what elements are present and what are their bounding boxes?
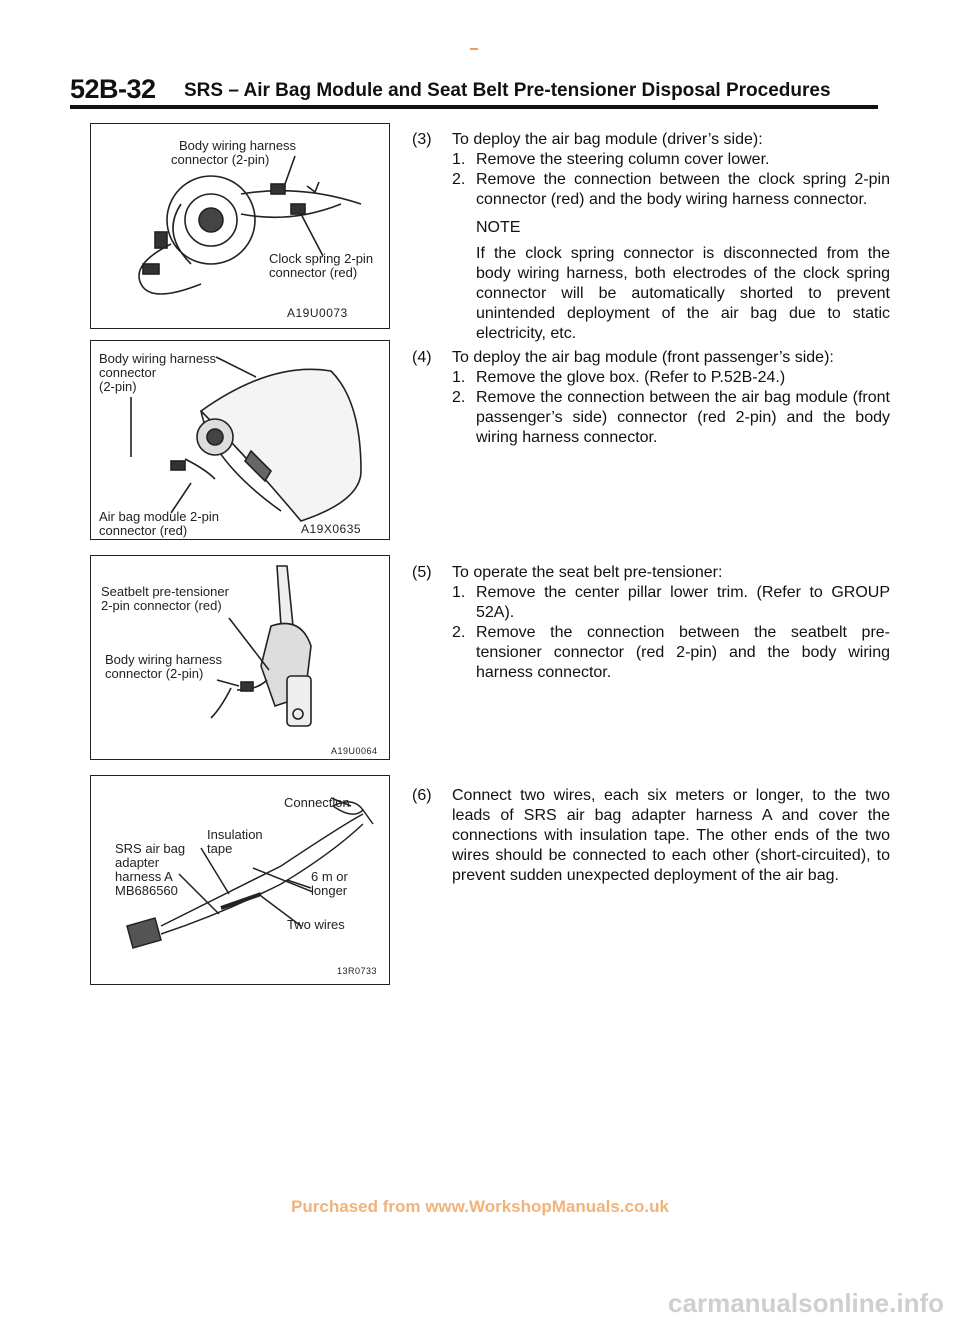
watermark: carmanualsonline.info [668,1288,944,1318]
step-6 [412,786,890,886]
label-srs-airbag: SRS air bag [115,841,186,856]
figure-code: A19X0635 [301,522,362,536]
label-seatbelt-pretensioner: Seatbelt pre-tensioner [101,584,229,599]
step-5 [412,563,890,583]
substep-text: Remove the connection between the air bag module (front passenger’s side) connector (red 2-pin) and the body wiring harness connector. [476,389,890,446]
substep-text: Remove the connection between the seatbelt pre-tensioner connector (red 2-pin) and the body wiring harness connector. [476,624,890,681]
figure-seatbelt-pretensioner [90,555,390,760]
substep-text: Remove the glove box. (Refer to P.52B-24.) [476,369,786,386]
substep [412,583,890,623]
header-rule [70,105,878,109]
label-tape: tape [207,841,233,856]
purchase-footer: Purchased from www.WorkshopManuals.co.uk [291,1197,669,1216]
step-4 [412,348,890,368]
substep-number: 2. [452,171,466,188]
label-2pin: (2-pin) [99,379,137,394]
section-code: 52B-32 [70,74,156,104]
label-adapter: adapter [115,855,160,870]
step-6-block [412,786,890,886]
steps-3-4 [412,130,890,448]
step-text: Connect two wires, each six meters or longer, to the two leads of SRS air bag adapter harness A and cover the connections with insulation tape. The other ends of the two wires should be connected to each other (short-circuited), to prevent sudden unexpected deployment of the air bag. [452,787,890,884]
substep [412,368,890,388]
step-3 [412,130,890,150]
substep-number: 1. [452,369,466,386]
label-insulation: Insulation [207,827,263,842]
figure-code: A19U0073 [287,306,348,320]
substep [412,150,890,170]
step-number: (5) [412,564,432,581]
step-number: (6) [412,787,432,804]
label-two-wires: Two wires [287,917,345,932]
label-clock-spring: Clock spring 2-pin [269,251,374,266]
substep [412,388,890,448]
page-title: SRS – Air Bag Module and Seat Belt Pre-tensioner Disposal Procedures [184,80,831,101]
figure-clock-spring [90,123,390,329]
note-text: If the clock spring connector is disconnected from the body wiring harness, both electrodes of the clock spring connector will be automatically shorted to prevent unintended deployment of the air bag due to static electricity, etc. [476,245,890,342]
substep-text: Remove the steering column cover lower. [476,151,770,168]
label-connector-red: connector (red) [269,265,358,280]
substep-number: 1. [452,584,466,601]
label-connector-2pin: connector (2-pin) [105,666,204,681]
label-2pin-connector-red: 2-pin connector (red) [101,598,222,613]
label-connector-red: connector (red) [99,523,188,538]
label-connection: Connection [284,795,350,810]
step-text: To deploy the air bag module (driver’s side): [452,131,763,148]
step-5-block [412,563,890,683]
substep-number: 1. [452,151,466,168]
label-body-wiring-harness: Body wiring harness [105,652,223,667]
step-number: (4) [412,349,432,366]
label-6m: 6 m or [311,869,348,884]
page-header [70,74,878,108]
label-longer: longer [311,883,348,898]
note-title: NOTE [476,219,521,236]
label-connector-2pin: connector (2-pin) [171,152,270,167]
substep [412,623,890,683]
label-part-number: MB686560 [115,883,178,898]
label-airbag-module: Air bag module 2-pin [99,509,219,524]
label-harness-a: harness A [115,869,173,884]
label-connector: connector [99,365,157,380]
substep [412,170,890,210]
step-text: To operate the seat belt pre-tensioner: [452,564,723,581]
label-body-wiring-harness: Body wiring harness [99,351,217,366]
step-number: (3) [412,131,432,148]
substep-text: Remove the center pillar lower trim. (Refer to GROUP 52A). [476,584,890,621]
top-mark [470,48,478,50]
substep-number: 2. [452,624,466,641]
figure-passenger-airbag [90,340,390,540]
substep-number: 2. [452,389,466,406]
substep-text: Remove the connection between the clock spring 2-pin connector (red) and the body wiring harness connector. [476,171,890,208]
step-text: To deploy the air bag module (front passenger’s side): [452,349,834,366]
figure-code: 13R0733 [337,966,378,976]
label-body-wiring-harness: Body wiring harness [179,138,297,153]
figure-adapter-harness [90,775,390,985]
figure-code: A19U0064 [331,746,378,756]
